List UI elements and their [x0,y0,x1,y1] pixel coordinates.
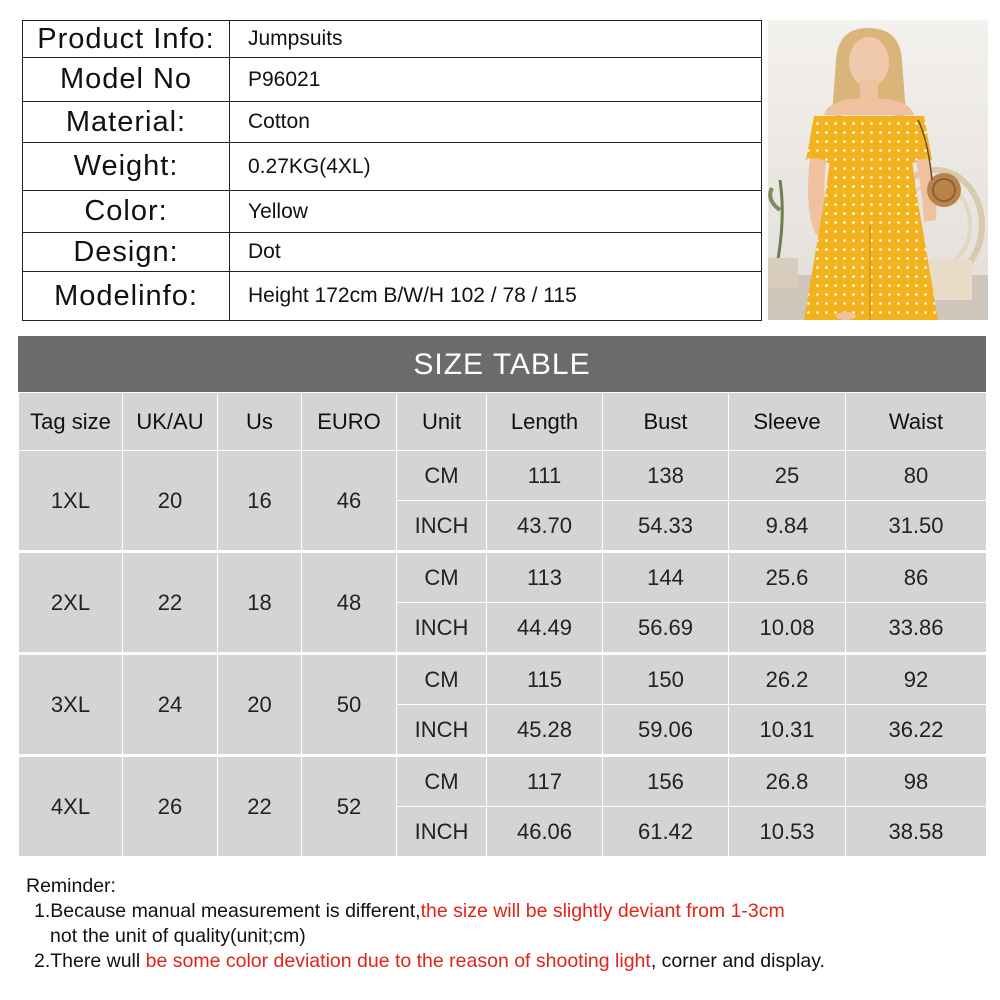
cell-bust: 59.06 [603,705,729,756]
cell-waist: 80 [846,451,987,501]
cell-sleeve: 26.8 [729,756,846,807]
cell-sleeve: 10.53 [729,807,846,857]
cell-bust: 54.33 [603,501,729,552]
table-row [19,451,987,501]
cell-length: 44.49 [487,603,603,654]
cell-us: 22 [218,756,302,857]
reminder-highlight: be some color deviation due to the reason of shooting light [145,950,651,972]
header-sleeve: Sleeve [729,393,846,451]
cell-euro: 52 [302,756,397,857]
cell-sleeve: 9.84 [729,501,846,552]
info-label: Color: [23,191,230,233]
cell-length: 113 [487,552,603,603]
cell-unit: INCH [397,501,487,552]
reminder-line-1 [26,899,986,924]
reminder-text: 2.There wull [34,950,146,972]
table-row [19,654,987,705]
info-label: Design: [23,233,230,272]
reminder-line-2 [26,949,986,974]
info-row-material [23,102,762,143]
cell-sleeve: 25 [729,451,846,501]
cell-unit: CM [397,654,487,705]
cell-sleeve: 26.2 [729,654,846,705]
model-photo-illustration [768,20,988,320]
cell-length: 45.28 [487,705,603,756]
cell-length: 46.06 [487,807,603,857]
cell-waist: 98 [846,756,987,807]
cell-unit: CM [397,756,487,807]
info-label: Modelinfo: [23,272,230,321]
cell-tag-size: 1XL [19,451,123,552]
cell-unit: CM [397,552,487,603]
info-row-design [23,233,762,272]
cell-unit: INCH [397,603,487,654]
info-value: 0.27KG(4XL) [230,143,762,191]
cell-uk-au: 22 [123,552,218,654]
cell-length: 117 [487,756,603,807]
header-length: Length [487,393,603,451]
cell-bust: 138 [603,451,729,501]
reminder-section [26,874,986,974]
size-table [18,392,987,857]
cell-euro: 46 [302,451,397,552]
cell-us: 20 [218,654,302,756]
info-row-model [23,58,762,102]
cell-unit: INCH [397,705,487,756]
cell-waist: 31.50 [846,501,987,552]
size-table-header-row [19,393,987,451]
cell-euro: 48 [302,552,397,654]
model-photo [768,20,988,320]
size-table-section [18,336,986,857]
cell-us: 16 [218,451,302,552]
cell-tag-size: 3XL [19,654,123,756]
cell-unit: INCH [397,807,487,857]
cell-waist: 36.22 [846,705,987,756]
header-euro: EURO [302,393,397,451]
info-value: Cotton [230,102,762,143]
header-waist: Waist [846,393,987,451]
info-value: Dot [230,233,762,272]
table-row [19,552,987,603]
cell-euro: 50 [302,654,397,756]
cell-waist: 33.86 [846,603,987,654]
cell-waist: 92 [846,654,987,705]
info-label: Material: [23,102,230,143]
cell-bust: 156 [603,756,729,807]
cell-tag-size: 2XL [19,552,123,654]
cell-length: 111 [487,451,603,501]
cell-sleeve: 25.6 [729,552,846,603]
cell-us: 18 [218,552,302,654]
header-unit: Unit [397,393,487,451]
header-us: Us [218,393,302,451]
info-row-color [23,191,762,233]
info-value: Height 172cm B/W/H 102 / 78 / 115 [230,272,762,321]
table-row [19,756,987,807]
reminder-text: 1.Because manual measurement is different, [34,900,421,922]
cell-bust: 61.42 [603,807,729,857]
header-uk-au: UK/AU [123,393,218,451]
info-value: Yellow [230,191,762,233]
info-label: Product Info: [23,21,230,58]
cell-waist: 86 [846,552,987,603]
cell-unit: CM [397,451,487,501]
reminder-highlight: the size will be slightly deviant from 1-3cm [420,900,785,922]
cell-uk-au: 26 [123,756,218,857]
cell-tag-size: 4XL [19,756,123,857]
reminder-title: Reminder: [26,875,116,897]
info-label: Model No [23,58,230,102]
cell-sleeve: 10.31 [729,705,846,756]
reminder-line-1-continued: not the unit of quality(unit;cm) [50,925,306,947]
cell-length: 43.70 [487,501,603,552]
cell-length: 115 [487,654,603,705]
info-value: Jumpsuits [230,21,762,58]
cell-bust: 144 [603,552,729,603]
cell-bust: 56.69 [603,603,729,654]
info-row-product [23,21,762,58]
info-row-modelinfo [23,272,762,321]
header-tag-size: Tag size [19,393,123,451]
cell-uk-au: 24 [123,654,218,756]
cell-waist: 38.58 [846,807,987,857]
header-bust: Bust [603,393,729,451]
cell-bust: 150 [603,654,729,705]
info-row-weight [23,143,762,191]
reminder-text: , corner and display. [650,950,825,972]
info-value: P96021 [230,58,762,102]
info-label: Weight: [23,143,230,191]
cell-sleeve: 10.08 [729,603,846,654]
product-info-table [22,20,762,321]
size-table-title: SIZE TABLE [18,336,986,392]
cell-uk-au: 20 [123,451,218,552]
